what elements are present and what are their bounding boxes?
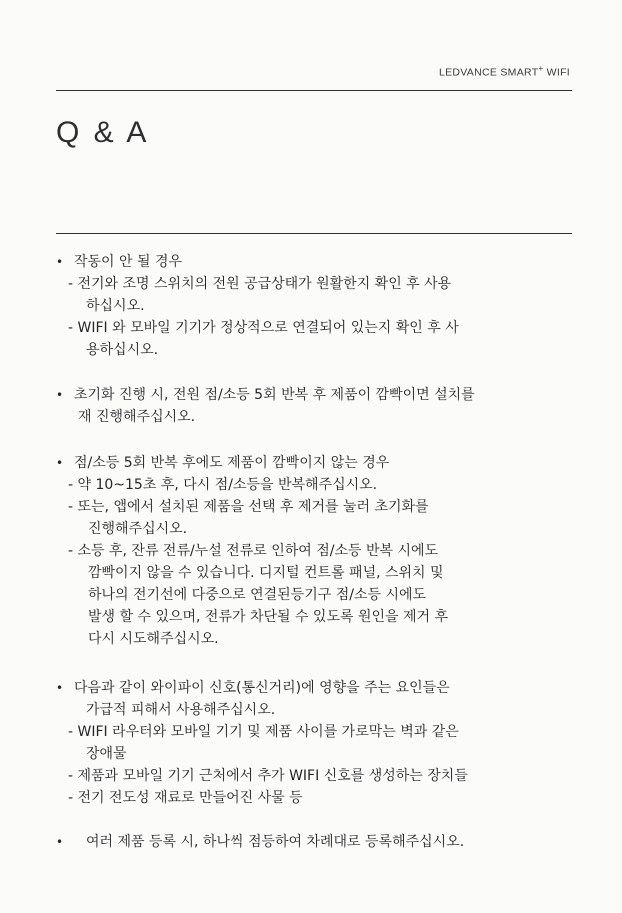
qa-item-heading: 점/소등 5회 반복 후에도 제품이 깜빡이지 않는 경우: [74, 455, 390, 471]
bullet-icon: •: [56, 681, 64, 695]
qa-item-line: - 또는, 앱에서 설치된 제품을 선택 후 제거를 눌러 초기화를: [68, 499, 429, 515]
qa-item-line: 하십시오.: [86, 298, 145, 314]
qa-item-heading: 작동이 안 될 경우: [74, 254, 183, 270]
bullet-icon: •: [56, 456, 64, 470]
qa-item-heading: 초기화 진행 시, 전원 점/소등 5회 반복 후 제품이 깜빡이면 설치를: [74, 387, 475, 403]
header-divider: [56, 90, 572, 91]
qa-item-line: 다시 시도해주십시오.: [88, 631, 219, 647]
brand-name: LEDVANCE SMART: [438, 66, 539, 79]
qa-item-line: 깜빡이지 않을 수 있습니다. 디지털 컨트롤 패널, 스위치 및: [88, 565, 444, 581]
qa-item-heading: 여러 제품 등록 시, 하나씩 점등하여 차례대로 등록해주십시오.: [86, 834, 465, 850]
brand-suffix: WIFI: [543, 66, 570, 79]
qa-item-line: 발생 할 수 있으며, 전류가 차단될 수 있도록 원인을 제거 후: [88, 609, 449, 625]
brand-plus-mark: +: [538, 64, 544, 73]
qa-item-line: 가급적 피해서 사용해주십시오.: [86, 702, 276, 718]
qa-item-line: - 전기 전도성 재료로 만들어진 사물 등: [68, 790, 303, 806]
page-title: Q & A: [56, 116, 150, 149]
bullet-icon: •: [56, 388, 64, 402]
qa-item-line: - 소등 후, 잔류 전류/누설 전류로 인하여 점/소등 반복 시에도: [68, 543, 439, 559]
qa-item-line: 장애물: [86, 746, 127, 762]
bullet-icon: •: [56, 255, 64, 269]
qa-item-line: - 약 10~15초 후, 다시 점/소등을 반복해주십시오.: [68, 477, 378, 493]
qa-item-line: - WIFI 라우터와 모바일 기기 및 제품 사이를 가로막는 벽과 같은: [68, 724, 459, 740]
qa-item-line: - WIFI 와 모바일 기기가 정상적으로 연결되어 있는지 확인 후 사: [68, 320, 459, 336]
title-divider: [56, 233, 572, 234]
brand-label: [439, 64, 570, 79]
qa-item-line: 진행해주십시오.: [88, 521, 188, 537]
qa-item-line: 하나의 전기선에 다중으로 연결된등기구 점/소등 시에도: [88, 587, 427, 603]
qa-item-line: 재 진행해주십시오.: [78, 409, 196, 425]
bullet-icon: •: [56, 835, 64, 849]
qa-item-line: - 제품과 모바일 기기 근처에서 추가 WIFI 신호를 생성하는 장치들: [68, 768, 468, 784]
qa-item-line: 용하십시오.: [86, 342, 159, 358]
qa-item-line: - 전기와 조명 스위치의 전원 공급상태가 원활한지 확인 후 사용: [68, 276, 452, 292]
qa-item-heading: 다음과 같이 와이파이 신호(통신거리)에 영향을 주는 요인들은: [74, 680, 450, 696]
